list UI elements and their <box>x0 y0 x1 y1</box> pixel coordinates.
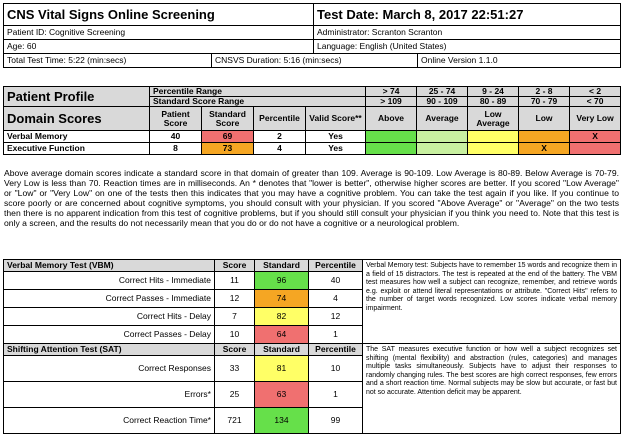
sat-row-score: 33 <box>215 356 255 382</box>
vbm-row-label: Correct Passes - Delay <box>4 326 215 344</box>
sat-row-percentile: 1 <box>309 382 363 408</box>
domain-valid: Yes <box>306 131 366 143</box>
domain-patient-score: 40 <box>150 131 202 143</box>
vbm-row-percentile: 12 <box>309 308 363 326</box>
above-cell <box>366 143 417 155</box>
domain-percentile: 2 <box>254 131 306 143</box>
sat-row-percentile: 10 <box>309 356 363 382</box>
low-average-cell <box>468 143 519 155</box>
vbm-row-standard: 74 <box>255 290 309 308</box>
percentile-range-label: Percentile Range <box>150 87 366 97</box>
vbm-row-label: Correct Passes - Immediate <box>4 290 215 308</box>
col-standard-score: Standard Score <box>202 107 254 131</box>
total-test-time: Total Test Time: 5:22 (min:secs) <box>4 54 212 68</box>
very-low-mark: X <box>570 131 621 143</box>
sat-row-percentile: 99 <box>309 408 363 434</box>
test-results-table <box>3 259 621 434</box>
vbm-row-percentile: 4 <box>309 290 363 308</box>
sat-col-standard: Standard <box>255 344 309 356</box>
col-low: Low <box>519 107 570 131</box>
vbm-row-score: 11 <box>215 272 255 290</box>
col-average: Average <box>417 107 468 131</box>
vbm-row-score: 10 <box>215 326 255 344</box>
vbm-col-percentile: Percentile <box>309 260 363 272</box>
domain-row-executive-function <box>4 143 621 155</box>
sat-row-label: Correct Responses <box>4 356 215 382</box>
vbm-row-score: 12 <box>215 290 255 308</box>
sat-title: Shifting Attention Test (SAT) <box>4 344 215 356</box>
range-standard-average: 90 - 109 <box>417 97 468 107</box>
domain-valid: Yes <box>306 143 366 155</box>
sat-row-standard: 81 <box>255 356 309 382</box>
vbm-row-score: 7 <box>215 308 255 326</box>
domain-scores-label: Domain Scores <box>4 107 150 131</box>
patient-id: Patient ID: Cognitive Screening <box>4 26 314 40</box>
range-standard-low-average: 80 - 89 <box>468 97 519 107</box>
range-percentile-low-average: 9 - 24 <box>468 87 519 97</box>
vbm-row-standard: 64 <box>255 326 309 344</box>
vbm-col-score: Score <box>215 260 255 272</box>
low-average-cell <box>468 131 519 143</box>
col-percentile: Percentile <box>254 107 306 131</box>
summary-paragraph: Above average domain scores indicate a standard score in that domain of greater than 109. Average is 90-109. Low Average is 80-89. Below Average is 70-79. Very Low is less than 70. Reaction times are in milliseconds. An * denotes that "lower is better", otherwise higher scores are better. If you scored "Low Average" or "Low" or "Very Low" on one of the tests then this indicates that you may have a cognitive problem. You can take the test again if you like. If you continue to score poorly or are concerned about cognitive symptoms, you should consult with your physician. If you scored "Above Average" or "Average" on the two tests then there is no apparent indication from this test of cognitive problems, but if you should still consult your physician if you think you need to. Note that this test is only a screen, and the results do not necessarily mean that you do or do not have a cognitive or a neurological problem. <box>4 168 619 229</box>
sat-description: The SAT measures executive function or how well a subject recognizes set shifting (mental flexibility) and abstraction (rules, categories) and manages multiple tasks simultaneously. Subjects have to adjust their responses to randomly changing rules. The best scores are high correct responses, few errors and a short reaction time. Normal subjects may be slow but accurate, or fast but not so accurate. Attention deficit may be apparent. <box>363 344 621 434</box>
low-mark: X <box>519 143 570 155</box>
domain-name: Verbal Memory <box>4 131 150 143</box>
report-title: CNS Vital Signs Online Screening <box>4 4 314 26</box>
vbm-description: Verbal Memory test: Subjects have to remember 15 words and recognize them in a field of 15 distractors. The test is repeated at the end of the battery. The VBM test measures how well a subject can recognize, remember, and retrieve words e.g. exploit or attend literal representations or attribute. "Correct Hits" refers to the number of target words recognized. Low scores indicate verbal memory impairment. <box>363 260 621 344</box>
range-percentile-low: 2 - 8 <box>519 87 570 97</box>
range-percentile-average: 25 - 74 <box>417 87 468 97</box>
online-version: Online Version 1.1.0 <box>418 54 621 68</box>
range-standard-very-low: < 70 <box>570 97 621 107</box>
vbm-row-standard: 96 <box>255 272 309 290</box>
sat-row-score: 25 <box>215 382 255 408</box>
standard-score-range-label: Standard Score Range <box>150 97 366 107</box>
vbm-row-label: Correct Hits - Immediate <box>4 272 215 290</box>
vbm-title: Verbal Memory Test (VBM) <box>4 260 215 272</box>
vbm-row-percentile: 1 <box>309 326 363 344</box>
sat-row-standard: 63 <box>255 382 309 408</box>
above-cell <box>366 131 417 143</box>
sat-col-percentile: Percentile <box>309 344 363 356</box>
domain-row-verbal-memory <box>4 131 621 143</box>
test-date: Test Date: March 8, 2017 22:51:27 <box>314 4 621 26</box>
col-patient-score: Patient Score <box>150 107 202 131</box>
vbm-col-standard: Standard <box>255 260 309 272</box>
sat-col-score: Score <box>215 344 255 356</box>
range-percentile-very-low: < 2 <box>570 87 621 97</box>
col-valid-score: Valid Score** <box>306 107 366 131</box>
cnsvs-duration: CNSVS Duration: 5:16 (min:secs) <box>212 54 418 68</box>
range-percentile-above: > 74 <box>366 87 417 97</box>
range-standard-low: 70 - 79 <box>519 97 570 107</box>
low-cell <box>519 131 570 143</box>
patient-profile-table <box>3 86 621 155</box>
average-cell <box>417 131 468 143</box>
patient-age: Age: 60 <box>4 40 314 54</box>
domain-percentile: 4 <box>254 143 306 155</box>
sat-row-standard: 134 <box>255 408 309 434</box>
language: Language: English (United States) <box>314 40 621 54</box>
vbm-row-standard: 82 <box>255 308 309 326</box>
administrator: Administrator: Scranton Scranton <box>314 26 621 40</box>
domain-patient-score: 8 <box>150 143 202 155</box>
average-cell <box>417 143 468 155</box>
range-standard-above: > 109 <box>366 97 417 107</box>
sat-row-score: 721 <box>215 408 255 434</box>
vbm-row-percentile: 40 <box>309 272 363 290</box>
domain-standard-score: 69 <box>202 131 254 143</box>
header-table <box>3 3 621 68</box>
sat-row-label: Correct Reaction Time* <box>4 408 215 434</box>
patient-profile-title: Patient Profile <box>4 87 150 107</box>
col-above: Above <box>366 107 417 131</box>
domain-standard-score: 73 <box>202 143 254 155</box>
col-low-average: Low Average <box>468 107 519 131</box>
very-low-cell <box>570 143 621 155</box>
domain-name: Executive Function <box>4 143 150 155</box>
sat-row-label: Errors* <box>4 382 215 408</box>
vbm-row-label: Correct Hits - Delay <box>4 308 215 326</box>
col-very-low: Very Low <box>570 107 621 131</box>
